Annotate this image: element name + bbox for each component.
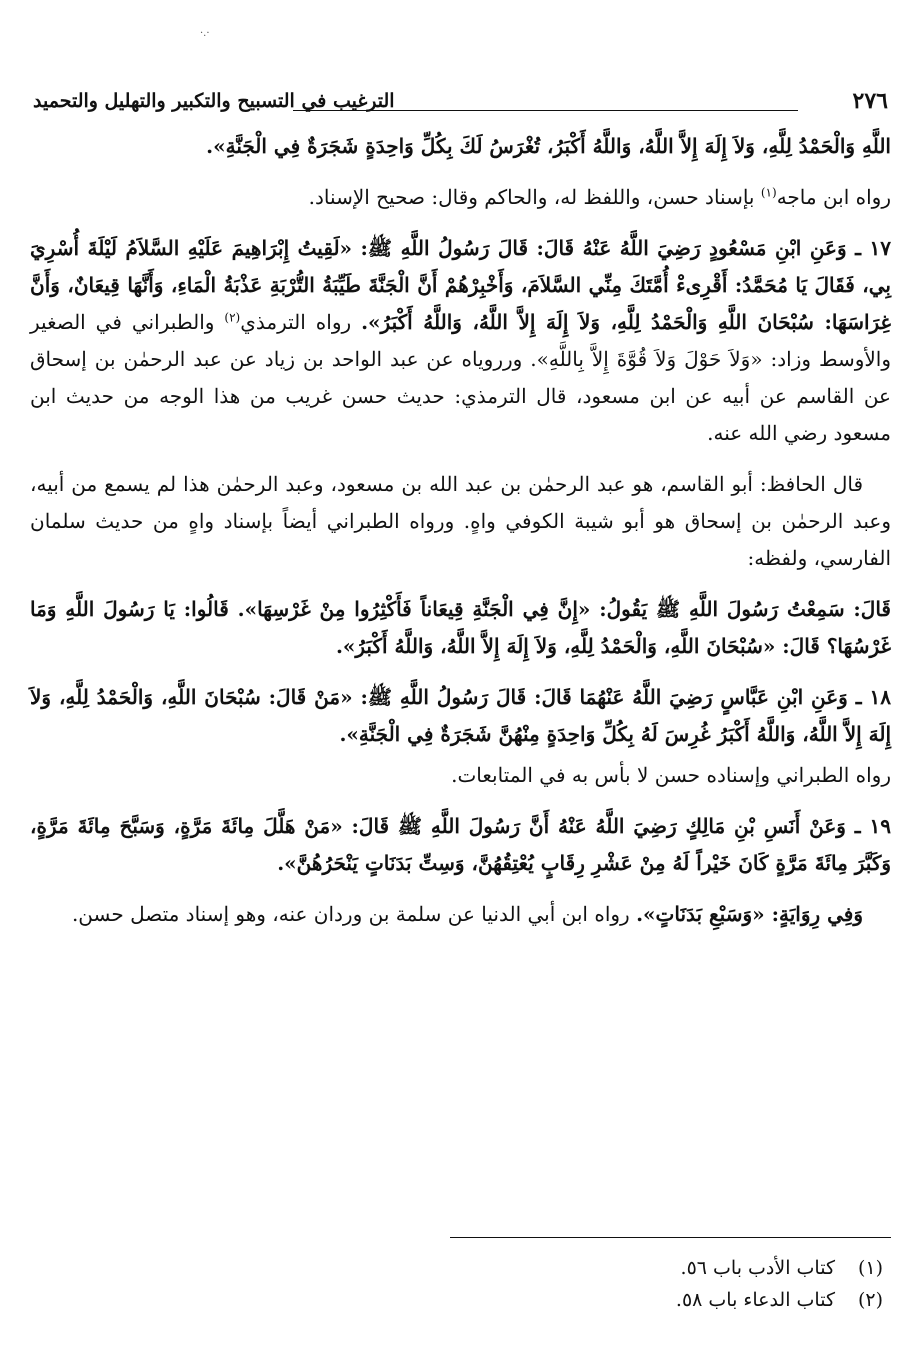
paragraph <box>30 466 891 577</box>
paragraph <box>30 896 891 933</box>
narration-text: رواه ابن ماجه <box>776 185 891 209</box>
paragraph <box>30 230 891 452</box>
narration-text: بإسناد حسن، واللفظ له، والحاكم وقال: صحيح الإسناد. <box>308 185 761 209</box>
hadith-text: اللَّهِ وَالْحَمْدُ لِلَّهِ، وَلاَ إِلَهَ إِلاَّ اللَّهُ، وَاللَّهُ أَكْبَرُ، تُغْرَسُ لَكَ بِكُلِّ وَاحِدَةٍ شَجَرَةٌ فِي الْجَنَّةِ». <box>206 134 891 158</box>
hadith-text: وَفِي رِوَايَةٍ: «وَسَبْعِ بَدَنَاتٍ». <box>636 902 863 926</box>
commentary-text: قال الحافظ: أبو القاسم، هو عبد الرحمٰن بن عبد الله بن مسعود، وعبد الرحمٰن هذا لم يسمع من أبيه، وعبد الرحمٰن بن إسحاق هو أبو شيبة الكوفي واهٍ. ورواه الطبراني أيضاً بإسناد واهٍ من حديث سلمان الفارسي، ولفظه: <box>30 472 891 570</box>
paragraph <box>30 808 891 882</box>
running-title: الترغيب في التسبيح والتكبير والتهليل والتحميد <box>33 90 395 112</box>
footnote-text: كتاب الدعاء باب ٥٨. <box>675 1289 835 1311</box>
narration-text: رواه الطبراني وإسناده حسن لا بأس به في المتابعات. <box>451 763 891 787</box>
footnote-mark: (٢) <box>857 1289 883 1311</box>
paragraph <box>30 679 891 753</box>
footnote-mark: (١) <box>857 1257 883 1279</box>
footnotes <box>30 1252 883 1316</box>
page-number: ٢٧٦ <box>852 88 888 114</box>
hadith-text: قَالَ: سَمِعْتُ رَسُولَ اللَّهِ ﷺ يَقُولُ: «إِنَّ فِي الْجَنَّةِ قِيعَاناً فَأَكْثِرُوا مِنْ غَرْسِهَا». قَالُوا: يَا رَسُولَ اللَّهِ وَمَا غَرْسُهَا؟ قَالَ: «سُبْحَانَ اللَّهِ، وَالْحَمْدُ لِلَّهِ، وَلاَ إِلَهَ إِلاَّ اللَّهُ، وَاللَّهُ أَكْبَرُ». <box>30 597 891 658</box>
hadith-number: ١٧ ـ <box>846 236 891 260</box>
paragraph <box>30 128 891 165</box>
footnote-rule <box>450 1237 891 1238</box>
page-body <box>30 128 891 947</box>
footnote-ref: (٢) <box>224 310 241 325</box>
narration-text: والطبراني في الصغير والأوسط وزاد: «وَلاَ حَوْلَ وَلاَ قُوَّةَ إِلاَّ بِاللَّهِ». ورروياه عن عبد الواحد بن زياد عن عبد الرحمٰن بن إسحاق عن القاسم عن أبيه عن ابن مسعود، قال الترمذي: حديث حسن غريب من هذا الوجه من حديث ابن مسعود رضي الله عنه. <box>30 310 891 445</box>
paragraph <box>30 757 891 794</box>
footnote-text: كتاب الأدب باب ٥٦. <box>680 1257 835 1279</box>
hadith-text: وَعَنِ ابْنِ عَبَّاسٍ رَضِيَ اللَّهُ عَنْهُمَا قَالَ: قَالَ رَسُولُ اللَّهِ ﷺ: «مَنْ قَالَ: سُبْحَانَ اللَّهِ، وَالْحَمْدُ لِلَّهِ، وَلاَ إِلَهَ إِلاَّ اللَّهُ، وَاللَّهُ أَكْبَرُ غُرِسَ لَهُ بِكُلِّ وَاحِدَةٍ مِنْهُنَّ شَجَرَةٌ فِي الْجَنَّةِ». <box>30 685 891 746</box>
print-speck: ·.· <box>200 28 210 39</box>
hadith-number: ١٨ ـ <box>847 685 891 709</box>
narration-text: رواه الترمذي <box>240 310 362 334</box>
paragraph <box>30 591 891 665</box>
hadith-text: وَعَنِ ابْنِ مَسْعُودٍ رَضِيَ اللَّهُ عَنْهُ قَالَ: قَالَ رَسُولُ اللَّهِ ﷺ: «لَقِيتُ إِبْرَاهِيمَ عَلَيْهِ السَّلاَمُ لَيْلَةَ أُسْرِيَ بِي، فَقَالَ يَا مُحَمَّدُ: أَقْرِىءْ أُمَّتَكَ مِنِّي السَّلاَمَ، وَأَخْبِرْهُمْ أَنَّ الْجَنَّةَ طَيِّبَةُ التُّرْبَةِ عَذْبَةُ الْمَاءِ، وَأَنَّهَا قِيعَانٌ، وَأَنَّ غِرَاسَهَا: سُبْحَانَ اللَّهِ وَالْحَمْدُ لِلَّهِ، وَلاَ إِلَهَ إِلاَّ اللَّهُ، وَاللَّهُ أَكْبَرُ». <box>30 236 892 334</box>
footnote-item <box>30 1252 883 1284</box>
narration-text: رواه ابن أبي الدنيا عن سلمة بن وردان عنه، وهو إسناد متصل حسن. <box>71 902 637 926</box>
hadith-text: وَعَنْ أَنَسِ بْنِ مَالِكٍ رَضِيَ اللَّهُ عَنْهُ أَنَّ رَسُولَ اللَّهِ ﷺ قَالَ: «مَنْ هَلَّلَ مِائَةَ مَرَّةٍ، وَسَبَّحَ مِائَةَ مَرَّةٍ، وَكَبَّرَ مِائَةَ مَرَّةٍ كَانَ خَيْراً لَهُ مِنْ عَشْرِ رِقَابٍ يُعْتِقُهُنَّ، وَسِتِّ بَدَنَاتٍ يَنْحَرُهُنَّ». <box>30 814 891 875</box>
paragraph <box>30 179 891 216</box>
page-header <box>33 88 888 124</box>
footnote-ref: (١) <box>760 185 777 200</box>
hadith-number: ١٩ ـ <box>845 814 891 838</box>
footnote-item <box>30 1284 883 1316</box>
